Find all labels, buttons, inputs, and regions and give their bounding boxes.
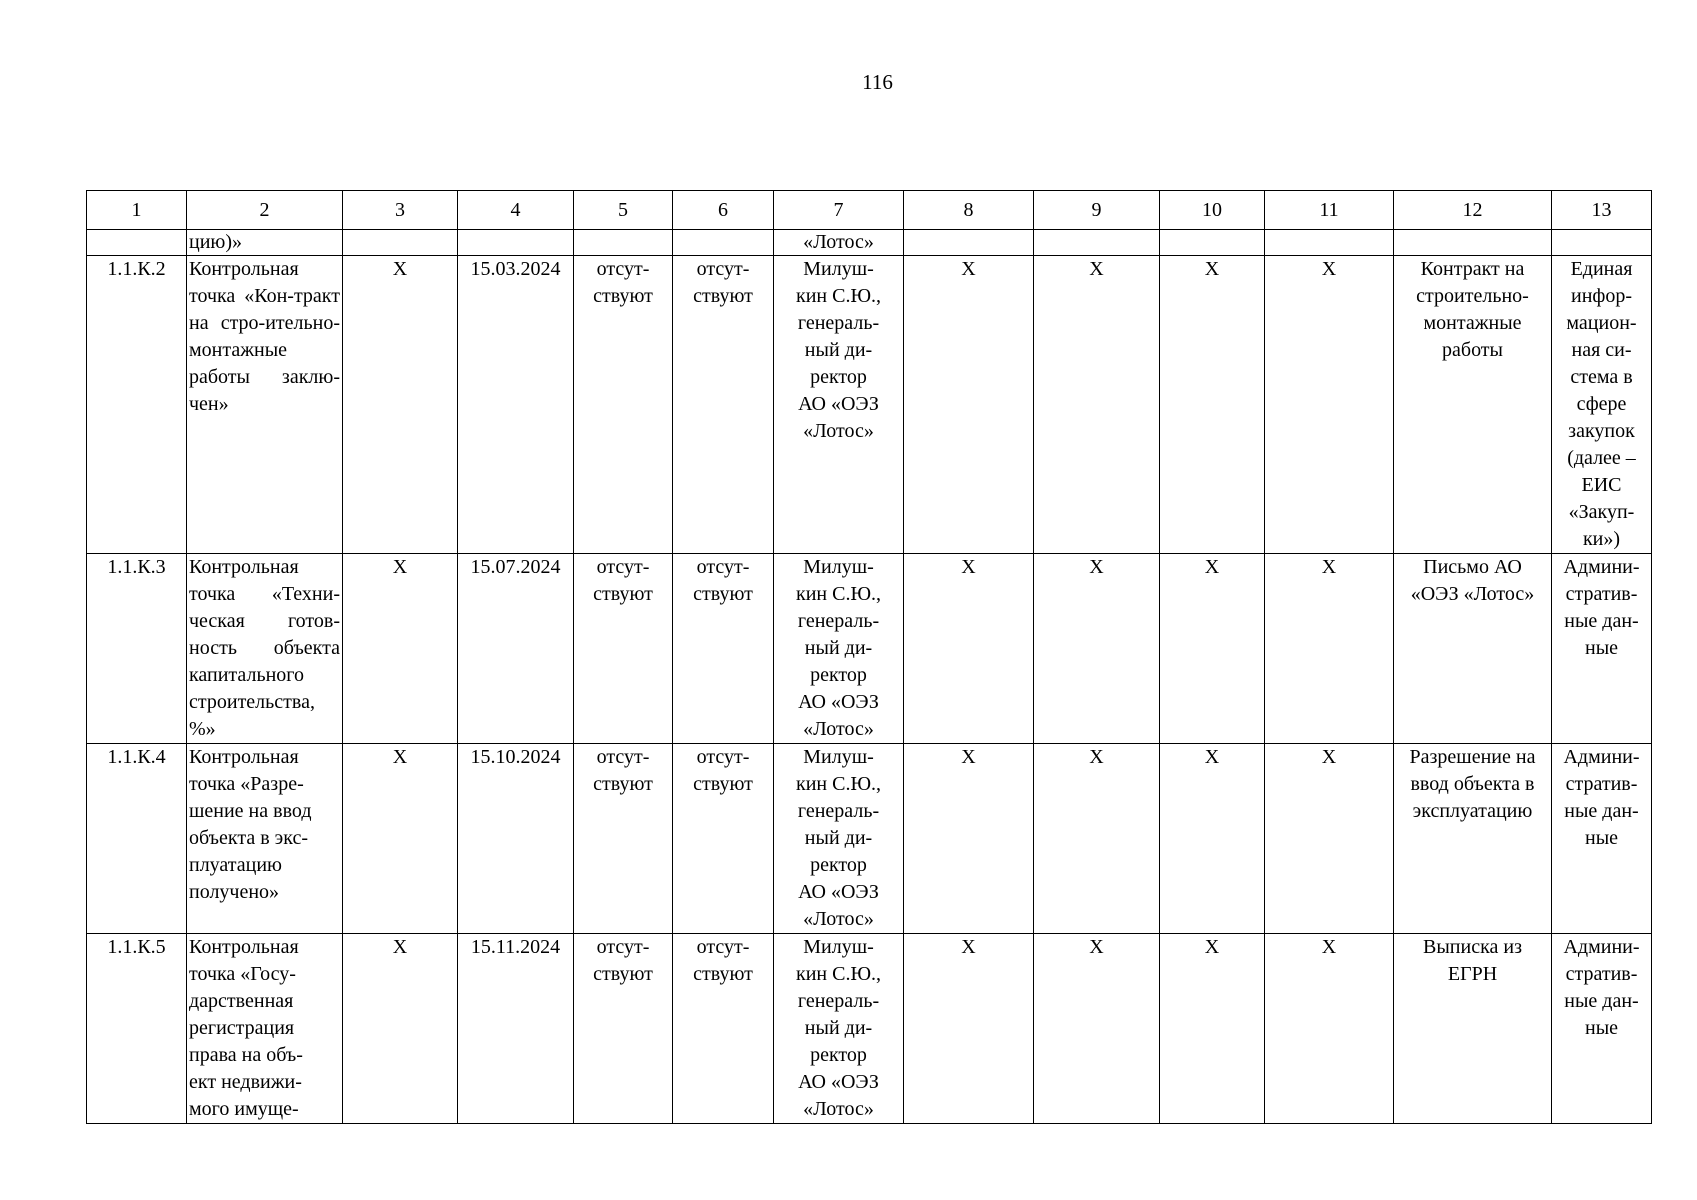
information-source: Единая инфор- мацион- ная си- стема в сфере закупок (далее – ЕИС «Закуп- ки») xyxy=(1552,256,1652,554)
table-row xyxy=(87,934,1652,1124)
table-cell xyxy=(1394,230,1552,256)
table-cell xyxy=(1160,230,1265,256)
control-point-code: 1.1.К.5 xyxy=(87,934,187,1124)
table-cell: X xyxy=(343,554,458,744)
table-cell: X xyxy=(1265,256,1394,554)
table-cell: отсут- ствуют xyxy=(673,744,774,934)
table-header-row xyxy=(87,191,1652,230)
control-point-date: 15.10.2024 xyxy=(458,744,574,934)
table-cell: X xyxy=(904,256,1034,554)
table-cell xyxy=(904,230,1034,256)
column-number: 10 xyxy=(1160,191,1265,230)
table-cell: X xyxy=(1265,554,1394,744)
control-point-date: 15.07.2024 xyxy=(458,554,574,744)
table-cell: отсут- ствуют xyxy=(574,256,673,554)
information-source: Админи- стратив- ные дан- ные xyxy=(1552,744,1652,934)
control-point-date: 15.11.2024 xyxy=(458,934,574,1124)
column-number: 8 xyxy=(904,191,1034,230)
table-cell: X xyxy=(1160,744,1265,934)
column-number: 7 xyxy=(774,191,904,230)
confirming-document: Контракт на строительно- монтажные работы xyxy=(1394,256,1552,554)
control-point-name: Контрольная точка «Техни-ческая готов-ность объекта капитального строительства, %» xyxy=(187,554,343,744)
control-point-code: 1.1.К.2 xyxy=(87,256,187,554)
information-source: Админи- стратив- ные дан- ные xyxy=(1552,554,1652,744)
table-cell: X xyxy=(1160,554,1265,744)
column-number: 3 xyxy=(343,191,458,230)
responsible-person: Милуш- кин С.Ю., генераль- ный ди- ректор АО «ОЭЗ «Лотос» xyxy=(774,744,904,934)
column-number: 1 xyxy=(87,191,187,230)
table-cell: цию)» xyxy=(187,230,343,256)
continuation-row xyxy=(87,230,1652,256)
table-cell xyxy=(673,230,774,256)
column-number: 11 xyxy=(1265,191,1394,230)
table-cell xyxy=(1265,230,1394,256)
table-cell: отсут- ствуют xyxy=(673,554,774,744)
confirming-document: Выписка из ЕГРН xyxy=(1394,934,1552,1124)
table-row xyxy=(87,256,1652,554)
table-cell xyxy=(343,230,458,256)
column-number: 2 xyxy=(187,191,343,230)
table-cell: отсут- ствуют xyxy=(574,934,673,1124)
column-number: 6 xyxy=(673,191,774,230)
table-cell: отсут- ствуют xyxy=(673,256,774,554)
table-cell xyxy=(574,230,673,256)
responsible-person: Милуш- кин С.Ю., генераль- ный ди- ректор АО «ОЭЗ «Лотос» xyxy=(774,934,904,1124)
table-cell: X xyxy=(1160,256,1265,554)
responsible-person: Милуш- кин С.Ю., генераль- ный ди- ректор АО «ОЭЗ «Лотос» xyxy=(774,554,904,744)
table-cell: X xyxy=(1265,744,1394,934)
table-cell: отсут- ствуют xyxy=(574,554,673,744)
control-point-date: 15.03.2024 xyxy=(458,256,574,554)
table-cell: X xyxy=(1160,934,1265,1124)
table-cell: X xyxy=(1265,934,1394,1124)
table-cell: X xyxy=(904,554,1034,744)
responsible-person: Милуш- кин С.Ю., генераль- ный ди- ректор АО «ОЭЗ «Лотос» xyxy=(774,256,904,554)
control-point-name: Контрольная точка «Кон-тракт на стро-ительно-монтажные работы заклю-чен» xyxy=(187,256,343,554)
table-cell: отсут- ствуют xyxy=(574,744,673,934)
table-cell: X xyxy=(904,934,1034,1124)
table-cell: X xyxy=(1034,256,1160,554)
column-number: 5 xyxy=(574,191,673,230)
table-cell xyxy=(1552,230,1652,256)
table-row xyxy=(87,744,1652,934)
control-point-name: Контрольная точка «Разре- шение на ввод объекта в экс- плуатацию получено» xyxy=(187,744,343,934)
column-number: 12 xyxy=(1394,191,1552,230)
table-cell: X xyxy=(343,744,458,934)
table-cell: X xyxy=(343,934,458,1124)
control-points-table xyxy=(86,190,1652,1124)
table-cell: «Лотос» xyxy=(774,230,904,256)
information-source: Админи- стратив- ные дан- ные xyxy=(1552,934,1652,1124)
table-cell: X xyxy=(1034,554,1160,744)
table-row xyxy=(87,554,1652,744)
table-cell xyxy=(87,230,187,256)
column-number: 9 xyxy=(1034,191,1160,230)
table-cell: X xyxy=(1034,744,1160,934)
control-point-code: 1.1.К.3 xyxy=(87,554,187,744)
table-cell: X xyxy=(904,744,1034,934)
column-number: 4 xyxy=(458,191,574,230)
table-cell: отсут- ствуют xyxy=(673,934,774,1124)
table-cell: X xyxy=(1034,934,1160,1124)
page-number: 116 xyxy=(862,70,893,94)
table-cell: X xyxy=(343,256,458,554)
table-cell xyxy=(458,230,574,256)
control-point-code: 1.1.К.4 xyxy=(87,744,187,934)
confirming-document: Разрешение на ввод объекта в эксплуатацию xyxy=(1394,744,1552,934)
control-point-name: Контрольная точка «Госу- дарственная регистрация права на объ- ект недвижи- мого имуще- xyxy=(187,934,343,1124)
table-cell xyxy=(1034,230,1160,256)
column-number: 13 xyxy=(1552,191,1652,230)
confirming-document: Письмо АО «ОЭЗ «Лотос» xyxy=(1394,554,1552,744)
